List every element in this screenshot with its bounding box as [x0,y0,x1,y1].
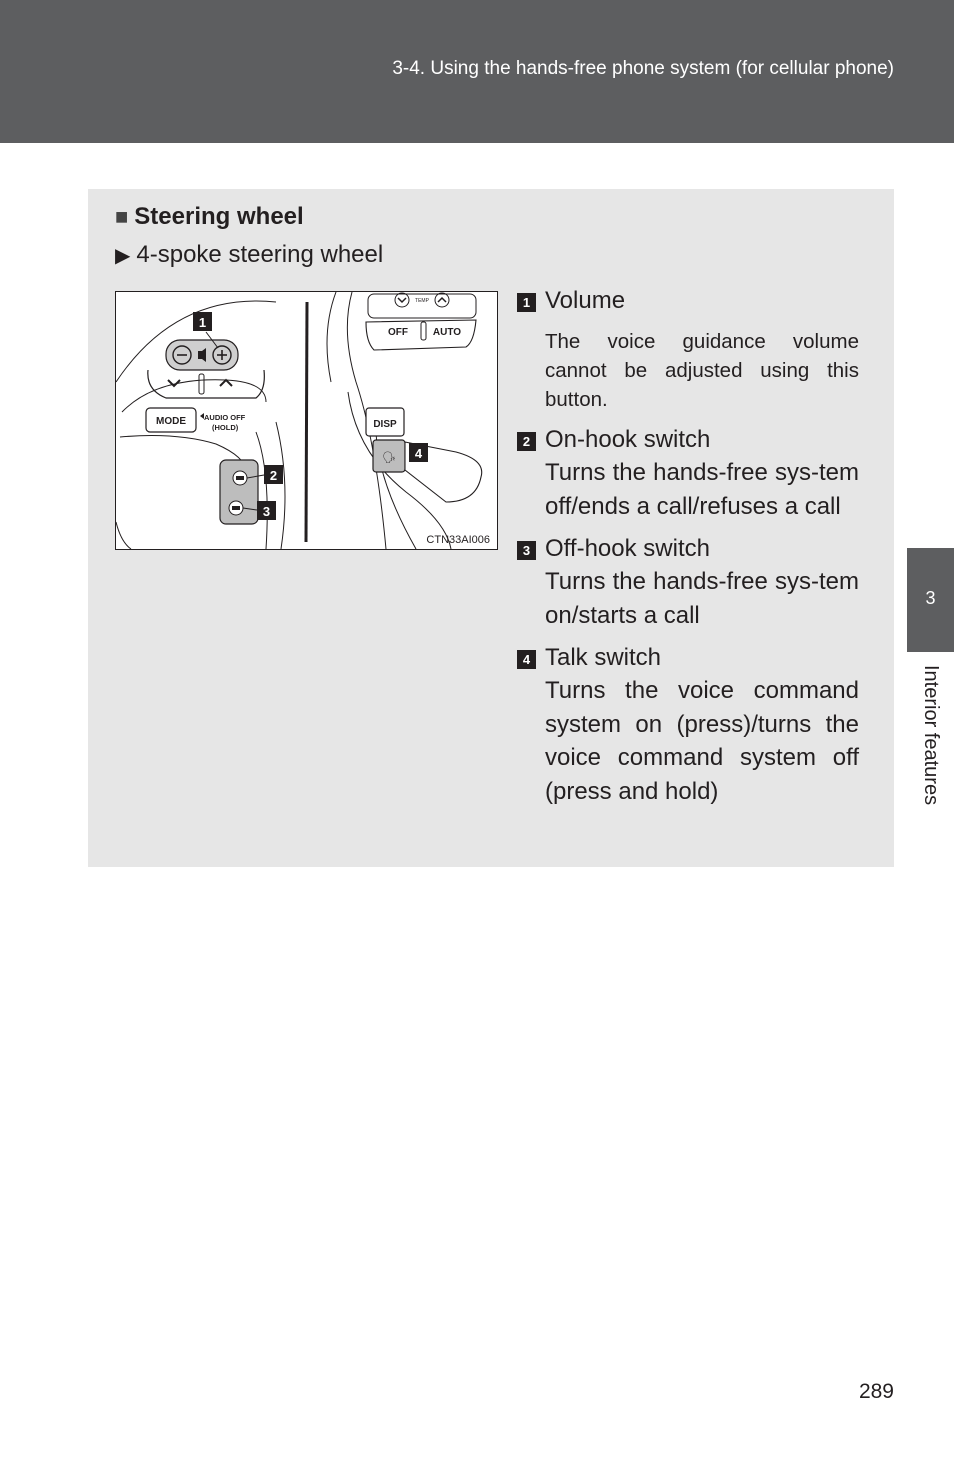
item-description: Turns the voice command system on (press)/turns the voice command system off (press and hold) [545,677,859,805]
mode-label: MODE [156,416,186,427]
item-description: Turns the hands-free sys-tem on/starts a call [545,568,859,629]
number-badge: 2 [517,432,536,451]
square-bullet-icon: ■ [115,204,129,229]
figure-code: CTN33AI006 [426,534,490,546]
switch-list [517,285,859,818]
content-panel [88,189,894,867]
steering-wheel-illustration [116,292,497,549]
list-item [517,533,859,632]
callout-4: 4 [414,446,423,461]
callout-3: 3 [262,504,271,519]
chapter-tab[interactable]: 3 [907,548,954,652]
item-title: Volume [545,287,626,314]
section-heading-text: Steering wheel [134,203,304,230]
list-item [517,424,859,523]
number-badge: 1 [517,293,536,312]
item-title: Talk switch [545,644,662,671]
audio-off-label: AUDIO OFF [204,413,246,422]
chapter-tab-label: Interior features [920,665,942,806]
hold-label: (HOLD) [212,423,239,432]
sub-heading [115,241,383,269]
triangle-bullet-icon: ▶ [115,245,131,267]
page-number: 289 [858,1380,894,1403]
callout-1: 1 [198,315,207,330]
disp-label: DISP [373,419,397,430]
auto-label: AUTO [432,327,462,338]
page-header [0,0,954,143]
header-title: 3-4. Using the hands-free phone system (for cellular phone) [392,58,894,79]
list-item [517,642,859,808]
section-heading [115,203,304,231]
temp-label: TEMP [415,298,429,304]
number-badge: 3 [517,541,536,560]
list-item [517,285,859,414]
svg-text:🗣: 🗣 [382,452,396,464]
item-description: The voice guidance volume cannot be adjusted using this button. [545,330,859,411]
sub-heading-text: 4-spoke steering wheel [136,241,384,268]
off-label: OFF [388,327,408,338]
steering-wheel-figure [115,291,498,550]
item-description: Turns the hands-free sys-tem off/ends a call/refuses a call [545,459,859,520]
item-title: Off-hook switch [545,535,710,562]
callout-2: 2 [269,468,278,483]
number-badge: 4 [517,650,536,669]
item-title: On-hook switch [545,426,711,453]
